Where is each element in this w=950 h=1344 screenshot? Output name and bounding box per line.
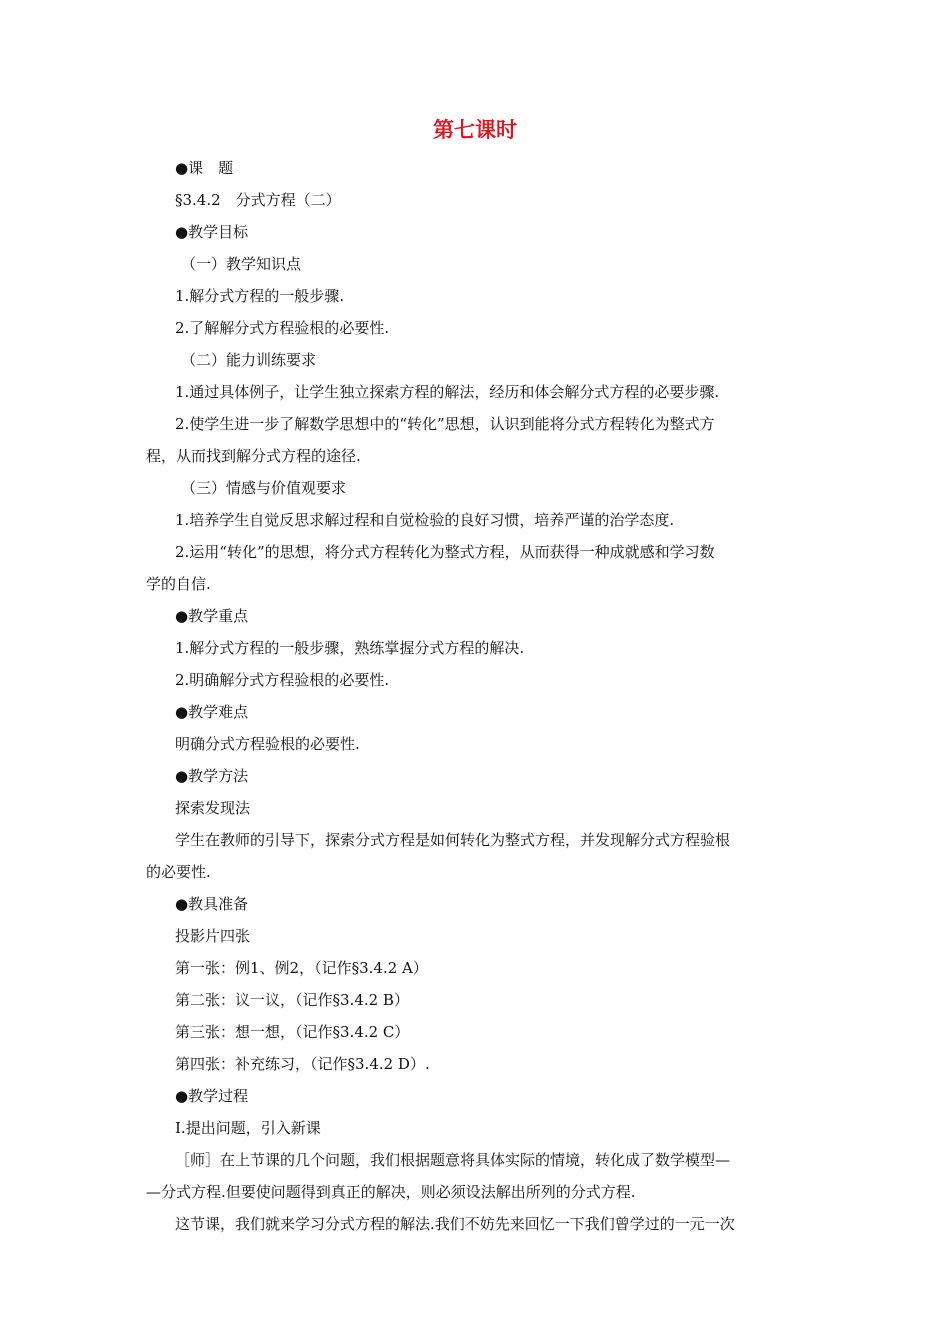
text-line: ●教学目标	[175, 223, 249, 241]
text-line: 学的自信.	[146, 575, 211, 593]
text-line: ●教学过程	[175, 1087, 249, 1105]
text-line: §3.4.2 分式方程（二）	[175, 191, 341, 209]
text-line: 1.通过具体例子，让学生独立探索方程的解法，经历和体会解分式方程的必要步骤.	[175, 383, 720, 401]
text-line: 第一张：例1、例2，（记作§3.4.2 A）	[175, 959, 428, 977]
text-line: ●教学方法	[175, 767, 249, 785]
text-line: 第二张：议一议，（记作§3.4.2 B）	[175, 991, 409, 1009]
text-line: （一）教学知识点	[181, 255, 302, 273]
text-line: 的必要性.	[146, 863, 211, 881]
text-line: ［师］在上节课的几个问题，我们根据题意将具体实际的情境，转化成了数学模型—	[175, 1151, 731, 1169]
text-line: ●教学难点	[175, 703, 249, 721]
text-line: 学生在教师的引导下，探索分式方程是如何转化为整式方程，并发现解分式方程验根	[175, 831, 731, 849]
text-line: ●课 题	[175, 159, 234, 177]
text-line: 明确分式方程验根的必要性.	[175, 735, 360, 753]
text-line: —分式方程.但要使问题得到真正的解决，则必须设法解出所列的分式方程.	[146, 1183, 636, 1201]
page-title: 第七课时	[433, 118, 517, 142]
text-line: ●教学重点	[175, 607, 249, 625]
text-line: 投影片四张	[175, 927, 251, 945]
text-line: 1.解分式方程的一般步骤，熟练掌握分式方程的解决.	[175, 639, 525, 657]
text-line: 程，从而找到解分式方程的途径.	[146, 447, 361, 465]
text-line: 2.明确解分式方程验根的必要性.	[175, 671, 390, 689]
text-line: 1.培养学生自觉反思求解过程和自觉检验的良好习惯，培养严谨的治学态度.	[175, 511, 675, 529]
text-line: 2.了解解分式方程验根的必要性.	[175, 319, 390, 337]
text-line: （三）情感与价值观要求	[181, 479, 347, 497]
text-line: （二）能力训练要求	[181, 351, 317, 369]
text-line: 第三张：想一想，（记作§3.4.2 C）	[175, 1023, 410, 1041]
text-line: 探索发现法	[175, 799, 251, 817]
text-line: 1.解分式方程的一般步骤.	[175, 287, 345, 305]
text-line: Ⅰ.提出问题，引入新课	[175, 1119, 321, 1137]
text-line: 第四张：补充练习，（记作§3.4.2 D）.	[175, 1055, 430, 1073]
document-body	[146, 152, 812, 1240]
text-line: 2.运用“转化”的思想，将分式方程转化为整式方程，从而获得一种成就感和学习数	[175, 543, 715, 561]
text-line: 2.使学生进一步了解数学思想中的“转化”思想，认识到能将分式方程转化为整式方	[175, 415, 715, 433]
text-line: ●教具准备	[175, 895, 249, 913]
text-line: 这节课，我们就来学习分式方程的解法.我们不妨先来回忆一下我们曾学过的一元一次	[175, 1215, 735, 1233]
